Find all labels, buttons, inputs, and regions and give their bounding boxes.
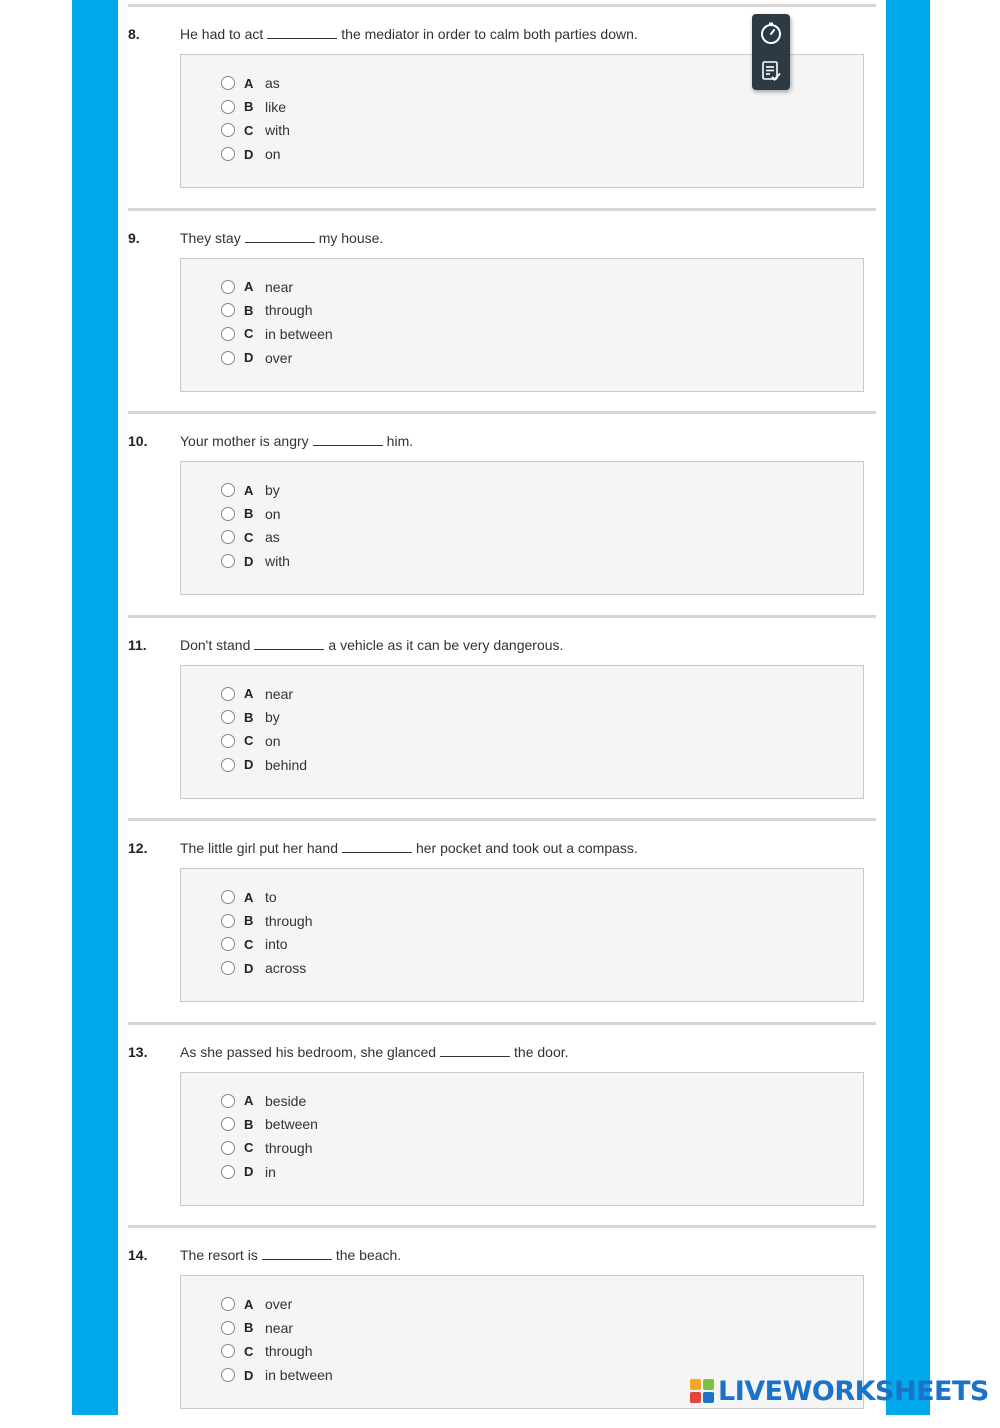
divider xyxy=(128,818,876,821)
option-text: near xyxy=(265,685,294,702)
question-block xyxy=(118,818,886,1021)
question-text-after: the beach. xyxy=(335,1247,402,1263)
radio-button[interactable] xyxy=(221,303,235,317)
answer-option[interactable] xyxy=(221,730,281,752)
option-letter: C xyxy=(244,1140,254,1156)
question-text-after: the mediator in order to calm both parties down. xyxy=(341,26,638,42)
option-text: by xyxy=(265,709,280,726)
option-letter: C xyxy=(244,326,254,342)
divider xyxy=(128,1022,876,1025)
answer-option[interactable] xyxy=(221,143,281,165)
option-letter: D xyxy=(244,553,254,569)
radio-button[interactable] xyxy=(221,1117,235,1131)
question-text-before: Don't stand xyxy=(180,636,251,653)
answer-option[interactable] xyxy=(221,1113,318,1135)
options-box xyxy=(180,258,864,392)
option-letter: A xyxy=(244,1093,254,1108)
answer-option[interactable] xyxy=(221,754,307,776)
question-text xyxy=(180,1044,569,1060)
question-text-after: him. xyxy=(386,433,414,449)
question-block xyxy=(118,1022,886,1225)
radio-button[interactable] xyxy=(221,554,235,568)
answer-option[interactable] xyxy=(221,72,280,94)
question-text-before: As she passed his bedroom, she glanced xyxy=(180,1043,437,1060)
floating-toolbar xyxy=(752,14,790,90)
answer-option[interactable] xyxy=(221,910,312,932)
question-number: 14. xyxy=(128,1247,148,1263)
radio-button[interactable] xyxy=(221,100,235,114)
answer-blank xyxy=(262,1247,332,1260)
options-box xyxy=(180,868,864,1002)
question-text-after: her pocket and took out a compass. xyxy=(415,840,638,856)
radio-button[interactable] xyxy=(221,961,235,975)
answer-option[interactable] xyxy=(221,96,286,118)
radio-button[interactable] xyxy=(221,351,235,365)
option-letter: C xyxy=(244,936,254,952)
question-number: 9. xyxy=(128,229,140,246)
answer-option[interactable] xyxy=(221,119,290,141)
radio-button[interactable] xyxy=(221,1094,235,1108)
option-letter: D xyxy=(244,757,254,773)
option-letter: D xyxy=(244,960,254,976)
option-letter: D xyxy=(244,146,254,162)
question-text xyxy=(180,230,383,246)
radio-button[interactable] xyxy=(221,1368,235,1382)
options-box xyxy=(180,461,864,595)
radio-button[interactable] xyxy=(221,147,235,161)
answer-option[interactable] xyxy=(221,1293,292,1315)
question-text-before: The little girl put her hand xyxy=(180,840,338,856)
option-text: behind xyxy=(265,756,308,773)
option-text: on xyxy=(265,146,281,163)
question-block xyxy=(118,411,886,614)
divider xyxy=(128,4,876,7)
right-side-bar xyxy=(886,0,930,1415)
options-box xyxy=(180,1072,864,1206)
answer-blank xyxy=(254,637,324,650)
divider xyxy=(128,208,876,211)
answer-option[interactable] xyxy=(221,957,306,979)
option-text: near xyxy=(265,278,294,295)
left-side-bar xyxy=(72,0,118,1415)
option-text: in between xyxy=(265,1367,333,1384)
option-text: through xyxy=(265,1139,313,1156)
answer-blank xyxy=(245,230,315,243)
answer-option[interactable] xyxy=(221,1090,306,1112)
radio-button[interactable] xyxy=(221,734,235,748)
option-text: to xyxy=(265,889,277,905)
answer-option[interactable] xyxy=(221,299,312,321)
answer-blank xyxy=(313,433,383,446)
question-block xyxy=(118,208,886,411)
answer-option[interactable] xyxy=(221,479,280,501)
option-text: with xyxy=(265,122,290,139)
option-letter: B xyxy=(244,709,254,725)
radio-button[interactable] xyxy=(221,687,235,701)
option-text: as xyxy=(265,75,280,91)
option-text: near xyxy=(265,1319,294,1336)
answer-option[interactable] xyxy=(221,323,333,345)
answer-option[interactable] xyxy=(221,683,293,705)
radio-button[interactable] xyxy=(221,530,235,544)
answer-option[interactable] xyxy=(221,1137,312,1159)
liveworksheets-logo xyxy=(690,1375,989,1407)
option-text: over xyxy=(265,1296,293,1312)
option-letter: B xyxy=(244,99,254,115)
finish-button[interactable] xyxy=(752,52,790,90)
option-text: by xyxy=(265,482,280,498)
radio-button[interactable] xyxy=(221,76,235,90)
radio-button[interactable] xyxy=(221,280,235,294)
option-letter: C xyxy=(244,529,254,545)
option-letter: A xyxy=(244,279,254,294)
options-box xyxy=(180,665,864,799)
question-number: 13. xyxy=(128,1043,148,1060)
answer-option[interactable] xyxy=(221,276,293,298)
divider xyxy=(128,615,876,618)
answer-blank xyxy=(440,1044,510,1057)
option-text: on xyxy=(265,732,281,749)
option-text: in between xyxy=(265,325,333,342)
option-text: like xyxy=(265,98,287,115)
radio-button[interactable] xyxy=(221,937,235,951)
option-letter: A xyxy=(244,75,254,91)
answer-option[interactable] xyxy=(221,526,280,548)
option-text: into xyxy=(265,936,288,953)
option-letter: B xyxy=(244,302,254,318)
radio-button[interactable] xyxy=(221,327,235,341)
logo-text: LIVEWORKSHEETS xyxy=(718,1375,989,1407)
radio-button[interactable] xyxy=(221,1165,235,1179)
question-text-before: He had to act xyxy=(180,26,264,42)
radio-button[interactable] xyxy=(221,483,235,497)
radio-button[interactable] xyxy=(221,1297,235,1311)
radio-button[interactable] xyxy=(221,710,235,724)
answer-blank xyxy=(267,26,337,39)
answer-option[interactable] xyxy=(221,503,281,525)
option-text: between xyxy=(265,1116,318,1133)
divider xyxy=(128,1225,876,1228)
option-text: through xyxy=(265,912,313,929)
question-number: 12. xyxy=(128,840,148,856)
option-text: through xyxy=(265,302,313,319)
option-text: as xyxy=(265,529,280,546)
answer-option[interactable] xyxy=(221,1317,293,1339)
option-text: on xyxy=(265,505,281,522)
radio-button[interactable] xyxy=(221,914,235,928)
question-number: 10. xyxy=(128,433,148,449)
question-text xyxy=(180,637,563,653)
option-letter: A xyxy=(244,686,254,701)
checklist-icon xyxy=(759,59,783,83)
option-text: over xyxy=(265,349,293,366)
option-letter: C xyxy=(244,122,254,138)
radio-button[interactable] xyxy=(221,758,235,772)
option-text: through xyxy=(265,1343,313,1360)
answer-option[interactable] xyxy=(221,1340,312,1362)
option-text: beside xyxy=(265,1092,307,1109)
logo-mark-icon xyxy=(690,1379,714,1403)
option-letter: D xyxy=(244,1367,254,1383)
radio-button[interactable] xyxy=(221,1344,235,1358)
question-block xyxy=(118,615,886,818)
radio-button[interactable] xyxy=(221,1141,235,1155)
option-letter: A xyxy=(244,482,254,498)
question-number: 8. xyxy=(128,26,140,42)
answer-option[interactable] xyxy=(221,886,277,908)
answer-option[interactable] xyxy=(221,347,292,369)
option-letter: B xyxy=(244,913,254,929)
option-letter: C xyxy=(244,733,254,749)
question-text-after: my house. xyxy=(318,229,384,246)
option-letter: C xyxy=(244,1343,254,1359)
question-number: 11. xyxy=(128,636,147,653)
question-text xyxy=(180,840,638,856)
radio-button[interactable] xyxy=(221,123,235,137)
option-text: with xyxy=(265,553,290,570)
question-text-after: a vehicle as it can be very dangerous. xyxy=(328,636,564,653)
option-text: in xyxy=(265,1163,276,1180)
option-letter: D xyxy=(244,350,254,366)
option-letter: B xyxy=(244,1116,254,1132)
radio-button[interactable] xyxy=(221,890,235,904)
option-letter: D xyxy=(244,1164,254,1180)
question-text xyxy=(180,26,638,42)
divider xyxy=(128,411,876,414)
option-letter: B xyxy=(244,506,254,522)
question-text-before: The resort is xyxy=(180,1247,258,1263)
answer-option[interactable] xyxy=(221,933,288,955)
answer-option[interactable] xyxy=(221,1161,276,1183)
stopwatch-icon xyxy=(759,21,783,45)
radio-button[interactable] xyxy=(221,507,235,521)
option-letter: A xyxy=(244,889,254,905)
question-text-before: They stay xyxy=(180,229,241,246)
answer-option[interactable] xyxy=(221,1364,333,1386)
radio-button[interactable] xyxy=(221,1321,235,1335)
question-text xyxy=(180,1247,401,1263)
question-text xyxy=(180,433,413,449)
question-text-after: the door. xyxy=(514,1043,569,1060)
option-letter: B xyxy=(244,1320,254,1336)
answer-blank xyxy=(342,840,412,853)
timer-button[interactable] xyxy=(752,14,790,52)
option-letter: A xyxy=(244,1296,254,1312)
answer-option[interactable] xyxy=(221,550,290,572)
question-text-before: Your mother is angry xyxy=(180,433,309,449)
answer-option[interactable] xyxy=(221,706,280,728)
option-text: across xyxy=(265,960,307,977)
